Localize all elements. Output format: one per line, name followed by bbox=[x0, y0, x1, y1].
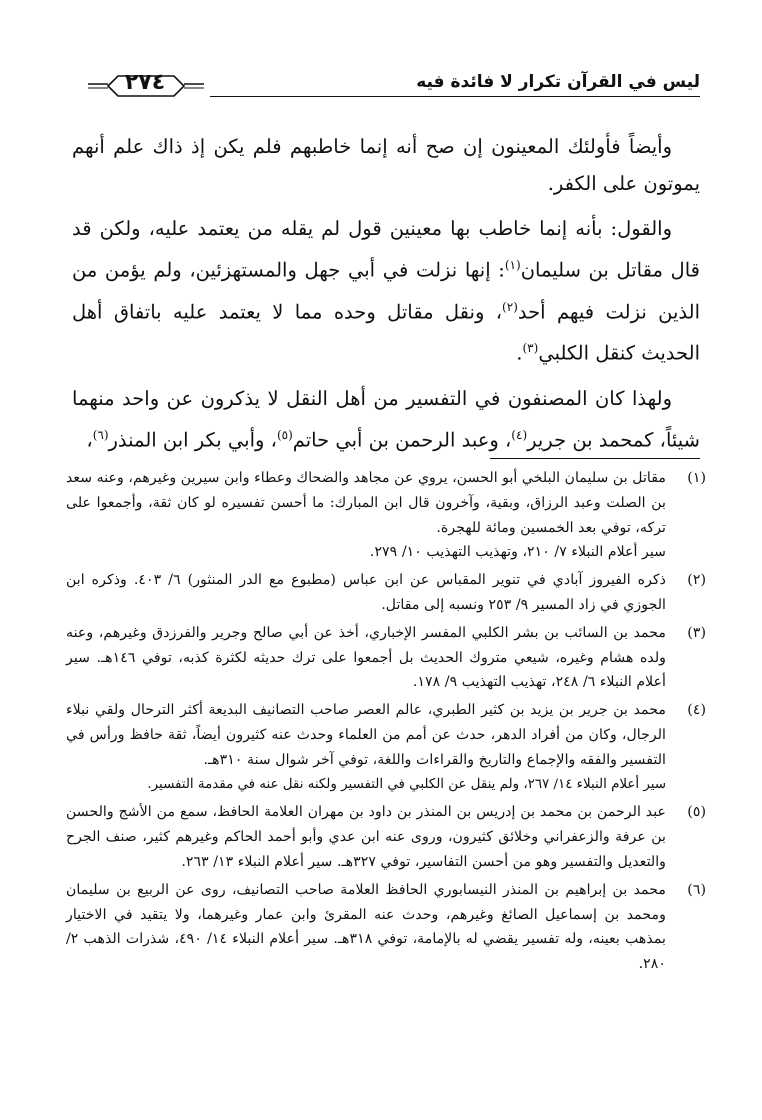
footnote-number: (٤) bbox=[687, 702, 706, 719]
footnote-number: (٢) bbox=[687, 572, 706, 589]
footnote-ref: (١) bbox=[504, 258, 521, 272]
footnote-text: محمد بن السائب بن بشر الكلبي المفسر الإخباري، أخذ عن أبي صالح وجرير والفرزدق وغيرهم، وعنه ولده هشام وغيره، شيعي متروك الحديث بل أجمعوا على ترك حديثه لكثرة كذبه، توفي ١٤٦هـ. سير أعلام النبلاء ٦/ ٢٤٨، تهذيب التهذيب ٩/ ١٧٨. bbox=[66, 624, 667, 691]
footnote-number: (١) bbox=[687, 470, 706, 486]
footnote-number: (٣) bbox=[687, 624, 706, 641]
page-number: ٢٧٤ bbox=[124, 70, 166, 95]
footnote-ref: (٢) bbox=[502, 299, 518, 314]
running-title: ليس في القرآن تكرار لا فائدة فيه bbox=[416, 72, 700, 92]
footnote bbox=[66, 466, 706, 565]
footnote-ref: (٥) bbox=[276, 427, 293, 442]
footnote-text: محمد بن جرير بن يزيد بن كثير الطبري، عالم العصر صاحب التصانيف البديعة أكثر الترحال ولقي نبلاء الرجال، وكان من أفراد الدهر، حدث عن أمم من العلماء وحدث عنه كثيرون أيضاً، ثقة حافظ ورأس في التفسير والفقه والإجماع والتاريخ والقراءات واللغة، توفي آخر شوال سنة ٣١٠هـ. سير أعلام النبلاء ١٤/ ٢٦٧، ولم ينقل عن الكلبي في التفسير ولكنه نقل عنه في مقدمة التفسير. bbox=[66, 702, 666, 792]
footnote-ref: (٦) bbox=[92, 427, 109, 442]
footnote-ref: (٤) bbox=[511, 427, 528, 442]
main-text bbox=[72, 128, 700, 466]
footnote bbox=[66, 698, 706, 797]
paragraph: وأيضاً فأولئك المعينون إن صح أنه إنما خاطبهم فلم يكن إذ ذاك علم أنهم يموتون على الكفر. bbox=[72, 135, 700, 195]
footnotes bbox=[66, 466, 706, 980]
footnote-text: ذكره الفيروز آبادي في تنوير المقباس عن ابن عباس (مطبوع مع الدر المنثور) ٦/ ٤٠٣. وذكره ابن الجوزي في زاد المسير ٩/ ٢٥٣ ونسبه إلى مقاتل. bbox=[66, 572, 667, 613]
paragraph: ولهذا كان المصنفون في التفسير من أهل النقل لا يذكرون عن واحد منهما شيئاً، كمحمد بن جرير$^{(٤)}$، وعبد الرحمن بن أبي حاتم$^{(٥)}$، وأبي بكر ابن المنذر$^{(٦)}$، bbox=[72, 386, 700, 451]
footnote bbox=[66, 621, 706, 695]
footnote bbox=[66, 800, 706, 874]
footnote-ref: (٣) bbox=[522, 341, 539, 355]
footnote bbox=[66, 878, 706, 977]
footnote-text: محمد بن إبراهيم بن المنذر النيسابوري الحافظ العلامة صاحب التصانيف، روى عن الربيع بن سليمان ومحمد بن إسماعيل الصائغ وغيرهم، وحدث عنه المقرئ وابن عمار وغيرهما، ولا يتقيد في الاختيار بمذهب بعينه، وله تفسير يقضي له بالإمامة، توفي ٣١٨هـ. سير أعلام النبلاء ١٤/ ٤٩٠، شذرات الذهب ٢/ ٢٨٠. bbox=[66, 881, 666, 973]
page-header bbox=[66, 66, 700, 110]
header-rule bbox=[210, 96, 700, 97]
footnote-text: مقاتل بن سليمان البلخي أبو الحسن، يروي عن مجاهد والضحاك وعطاء وابن سيرين وغيرهم، وعنه سعد بن الصلت وعبد الرزاق، وبقية، وآخرون قال ابن المبارك: ما أحسن تفسيره لو كان ثقة، وأجمعوا على تركه، توفي بعد الخمسين ومائة للهجرة. سير أعلام النبلاء ٧/ ٢١٠، وتهذيب التهذيب ١٠/ ٢٧٩. bbox=[65, 470, 666, 561]
footnote-text: عبد الرحمن بن محمد بن إدريس بن المنذر بن داود بن مهران العلامة الحافظ، سمع من الأشج والحسن بن عرفة والزعفراني وخلائق كثيرون، وروى عنه ابن عدي وأبو أحمد الحاكم وغيرهم كثير، صنف الجرح والتعديل والتفسير وهو من أحسن التفاسير، توفي ٣٢٧هـ. سير أعلام النبلاء ١٣/ ٢٦٣. bbox=[66, 804, 666, 870]
paragraph: والقول: بأنه إنما خاطب بها معينين قول لم يقله من يعتمد عليه، ولكن قد قال مقاتل بن سليمان$^{(١)}$: إنها نزلت في أبي جهل والمستهزئين، ولم يؤمن من الذين نزلت فيهم أحد$^{(٢)}$، ونقل مقاتل وحده مما لا يعتمد عليه باتفاق أهل الحديث كنقل الكلبي$^{(٣)}$. bbox=[72, 217, 700, 365]
footnote-divider bbox=[490, 458, 700, 459]
footnote-number: (٥) bbox=[687, 804, 706, 821]
footnote-number: (٦) bbox=[687, 881, 706, 898]
page-number-ornament bbox=[86, 68, 206, 100]
footnote bbox=[66, 568, 706, 618]
